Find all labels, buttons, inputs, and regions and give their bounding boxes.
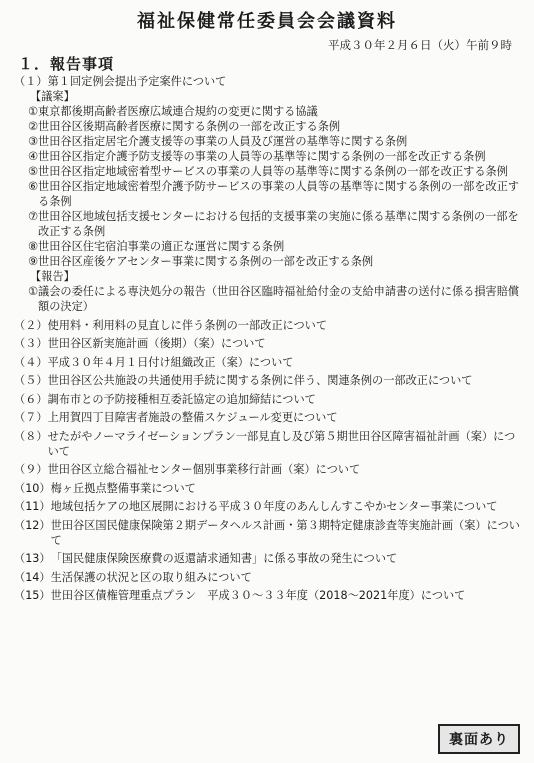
proposal-item: ⑨ 世田谷区産後ケアセンター事業に関する条例の一部を改正する条例 xyxy=(28,255,374,268)
proposal-item: ② 世田谷区後期高齢者医療に関する条例の一部を改正する条例 xyxy=(28,120,341,133)
report-item-1 xyxy=(14,74,526,89)
report-item-12: （12） 世田谷区国民健康保険第２期データヘルス計画・第３期特定健康診査等実施計画（案）について xyxy=(14,518,520,547)
document-title: 福祉保健常任委員会会議資料 xyxy=(137,11,397,32)
section-heading: １．報告事項 xyxy=(18,55,115,73)
reports-label: 【報告】 xyxy=(30,270,75,283)
proposal-item: ⑤ 世田谷区指定地域密着型サービスの事業の人員等の基準等に関する条例の一部を改正する条例 xyxy=(28,165,508,178)
report-sub-item: ① 議会の委任による専決処分の報告（世田谷区臨時福祉給付金の支給申請書の送付に係る損害賠償額の決定） xyxy=(28,285,520,313)
proposal-item: ⑧ 世田谷区住宅宿泊事業の適正な運営に関する条例 xyxy=(28,240,285,253)
report-item-11: （11） 地域包括ケアの地区展開における平成３０年度のあんしんすこやかセンター事業について xyxy=(14,500,498,513)
report-item-3: （３） 世田谷区新実施計画（後期）（案）について xyxy=(14,337,266,350)
proposal-item: ③ 世田谷区指定居宅介護支援等の事業の人員及び運営の基準等に関する条例 xyxy=(28,135,408,148)
report-item-8: （８） せたがやノーマライゼーションプラン一部見直し及び第５期世田谷区障害福祉計画（案）について xyxy=(14,429,516,458)
item-marker: （１） xyxy=(14,75,48,88)
report-list xyxy=(14,74,526,603)
report-item-13: （13） 「国民健康保険医療費の返還請求通知書」に係る事故の発生について xyxy=(14,552,398,565)
report-item-4: （４） 平成３０年４月１日付け組織改正（案）について xyxy=(14,355,294,369)
proposal-item: ① 東京都後期高齢者医療広域連合規約の変更に関する協議 xyxy=(28,105,318,118)
proposal-item: ⑥ 世田谷区指定地域密着型介護予防サービスの事業の人員等の基準等に関する条例の一部を改正する条例 xyxy=(28,180,520,208)
report-item-10: （10） 梅ヶ丘拠点整備事業について xyxy=(14,481,196,495)
report-item-6: （６） 調布市との予防接種相互委託協定の追加締結について xyxy=(14,392,316,406)
report-item-5: （５） 世田谷区公共施設の共通使用手続に関する条例に伴う、関連条例の一部改正について xyxy=(14,374,473,387)
report-item-7: （７） 上用賀四丁目障害者施設の整備スケジュール変更について xyxy=(14,411,338,424)
item-text: 第１回定例会提出予定案件について xyxy=(47,75,227,88)
report-item-9: （９） 世田谷区立総合福祉センター個別事業移行計画（案）について xyxy=(14,463,361,476)
proposal-item: ⑦ 世田谷区地域包括支援センターにおける包括的支援事業の実施に係る基準に関する条例の一部を改正する条例 xyxy=(28,210,519,238)
report-item-15: （15） 世田谷区債権管理重点プラン 平成３０～３３年度（2018～2021年度）について xyxy=(14,589,466,602)
proposals-label: 【議案】 xyxy=(30,90,75,103)
report-item-2: （２） 使用料・利用料の見直しに伴う条例の一部改正について xyxy=(14,318,328,332)
reverse-side-badge: 裏面あり xyxy=(438,724,520,754)
meeting-date: 平成３０年２月６日（火）午前９時 xyxy=(328,38,512,52)
proposal-item: ④ 世田谷区指定介護予防支援等の事業の人員等の基準等に関する条例の一部を改正する条例 xyxy=(28,150,486,163)
report-item-14: （14） 生活保護の状況と区の取り組みについて xyxy=(14,570,252,584)
